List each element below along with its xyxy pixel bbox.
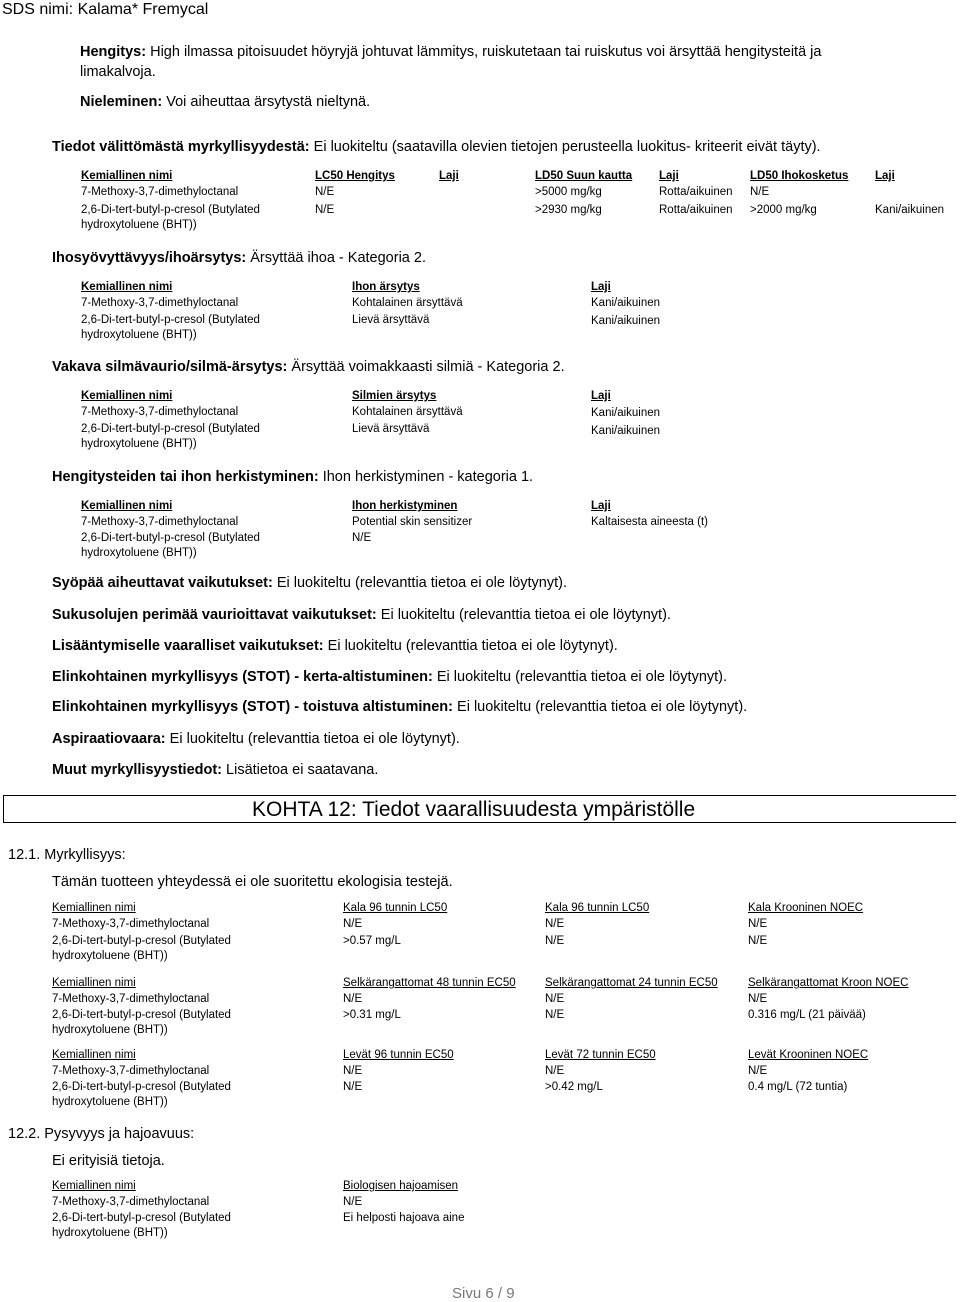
algae-header-name: Kemiallinen nimi [52,1049,136,1061]
effect-line [52,606,671,624]
nieleminen-line [80,93,370,111]
invert-header-c1: Selkärangattomat 48 tunnin EC50 [343,977,516,989]
eye-header-laji: Laji [591,390,611,402]
effect-label: Syöpää aiheuttavat vaikutukset: [52,575,273,591]
hengitys-text: High ilmassa pitoisuudet höyryjä johtuvat lämmitys, ruiskutetaan tai ruiskutus voi ärsyttää hengitysteitä ja [150,44,822,60]
acute-header-name: Kemiallinen nimi [81,170,173,182]
table-cell: Lievä ärsyttävä [352,423,430,435]
table-cell: 7-Methoxy-3,7-dimethyloctanal [52,1065,210,1077]
table-cell: N/E [343,918,363,930]
sens-label: Hengitysteiden tai ihon herkistyminen: [52,469,319,485]
table-cell: Potential skin sensitizer [352,516,473,528]
hengitys-text-cont: limakalvoja. [80,64,156,80]
table-cell: >0.31 mg/L [343,1009,401,1021]
fish-header-c3: Kala Krooninen NOEC [748,902,864,914]
table-cell: N/E [343,1081,363,1093]
page-number: Sivu 6 / 9 [452,1285,515,1302]
fish-header-name: Kemiallinen nimi [52,902,136,914]
table-cell: N/E [545,935,565,947]
table-cell: N/E [315,186,335,198]
table-cell: >2000 mg/kg [750,204,817,216]
sens-header-name: Kemiallinen nimi [81,500,173,512]
effect-label: Aspiraatiovaara: [52,731,166,747]
invert-header-c3: Selkärangattomat Kroon NOEC [748,977,909,989]
effect-label: Elinkohtainen myrkyllisyys (STOT) - toistuva altistuminen: [52,699,453,715]
fish-header-c2: Kala 96 tunnin LC50 [545,902,650,914]
table-cell: 2,6-Di-tert-butyl-p-cresol (Butylated hydroxytoluene (BHT)) [52,935,231,962]
table-cell: N/E [343,1065,363,1077]
subsection-label: 12.1. Myrkyllisyys: [8,847,126,863]
effect-label: Sukusolujen perimää vaurioittavat vaikutukset: [52,607,377,623]
hengitys-line [80,43,821,61]
table-cell: Kaltaisesta aineesta (t) [591,516,708,528]
subsection-text: Tämän tuotteen yhteydessä ei ole suoritettu ekologisia testejä. [52,874,453,890]
acute-toxicity-line [52,138,821,156]
sensitisation-line [52,468,533,486]
table-cell: >0.42 mg/L [545,1081,603,1093]
effect-line [52,761,378,779]
effect-line [52,698,747,716]
effect-line [52,730,460,748]
table-cell: Rotta/aikuinen [659,186,733,198]
table-cell: Kohtalainen ärsyttävä [352,406,463,418]
sens-header-value: Ihon herkistyminen [352,500,458,512]
table-cell: Ei helposti hajoava aine [343,1212,465,1224]
nieleminen-text: Voi aiheuttaa ärsytystä nieltynä. [166,94,371,110]
effect-label: Elinkohtainen myrkyllisyys (STOT) - kerta-altistuminen: [52,669,433,685]
table-cell: N/E [343,1196,363,1208]
sens-text: Ihon herkistyminen - kategoria 1. [322,469,534,485]
table-cell: N/E [545,1009,565,1021]
table-cell: Kani/aikuinen [591,407,661,419]
effect-text: Ei luokiteltu (relevanttia tietoa ei ole löytynyt). [457,699,748,715]
table-cell: >0.57 mg/L [343,935,401,947]
table-cell: N/E [545,1065,565,1077]
skin-header-laji: Laji [591,281,611,293]
eye-line [52,358,565,376]
table-cell: N/E [748,1065,768,1077]
nieleminen-label: Nieleminen: [80,94,163,110]
table-cell: Kani/aikuinen [591,297,661,309]
effect-line [52,668,727,686]
algae-header-c2: Levät 72 tunnin EC50 [545,1049,656,1061]
invert-header-name: Kemiallinen nimi [52,977,136,989]
table-cell: N/E [748,935,768,947]
algae-header-c1: Levät 96 tunnin EC50 [343,1049,454,1061]
table-cell: N/E [545,918,565,930]
table-cell: N/E [545,993,565,1005]
section-title: KOHTA 12: Tiedot vaarallisuudesta ympäristölle [252,798,696,821]
acute-header-laji1: Laji [439,170,459,182]
table-cell: Kani/aikuinen [591,315,661,327]
acute-header-lc50: LC50 Hengitys [315,170,395,182]
table-cell: >5000 mg/kg [535,186,602,198]
table-cell: 2,6-Di-tert-butyl-p-cresol (Butylated hydroxytoluene (BHT)) [81,423,260,450]
table-cell: N/E [748,993,768,1005]
table-cell: 2,6-Di-tert-butyl-p-cresol (Butylated hydroxytoluene (BHT)) [81,204,260,231]
table-cell: N/E [748,918,768,930]
bio-header-name: Kemiallinen nimi [52,1180,136,1192]
bio-header-c1: Biologisen hajoamisen [343,1180,459,1192]
table-cell: 7-Methoxy-3,7-dimethyloctanal [81,516,239,528]
eye-header-value: Silmien ärsytys [352,390,437,402]
effect-line [52,574,567,592]
hengitys-label: Hengitys: [80,44,147,60]
table-cell: 2,6-Di-tert-butyl-p-cresol (Butylated hydroxytoluene (BHT)) [81,314,260,341]
table-cell: 7-Methoxy-3,7-dimethyloctanal [81,186,239,198]
table-cell: 7-Methoxy-3,7-dimethyloctanal [81,406,239,418]
table-cell: Lievä ärsyttävä [352,314,430,326]
subsection-label: 12.2. Pysyvyys ja hajoavuus: [8,1126,195,1142]
acute-header-laji3: Laji [875,170,895,182]
table-cell: 0.316 mg/L (21 päivää) [748,1009,866,1021]
effect-label: Lisääntymiselle vaaralliset vaikutukset: [52,638,324,654]
effect-text: Ei luokiteltu (relevanttia tietoa ei ole löytynyt). [276,575,567,591]
table-cell: N/E [352,532,372,544]
effect-text: Lisätietoa ei saatavana. [226,762,379,778]
effect-text: Ei luokiteltu (relevanttia tietoa ei ole löytynyt). [436,669,728,685]
algae-header-c3: Levät Krooninen NOEC [748,1049,869,1061]
acute-text: Ei luokiteltu (saatavilla olevien tietojen perusteella luokitus- kriteerit eivät täyty). [313,139,821,155]
table-cell: 2,6-Di-tert-butyl-p-cresol (Butylated hydroxytoluene (BHT)) [52,1212,231,1239]
sens-header-laji: Laji [591,500,611,512]
table-cell: 2,6-Di-tert-butyl-p-cresol (Butylated hydroxytoluene (BHT)) [81,532,260,559]
eye-label: Vakava silmävaurio/silmä-ärsytys: [52,359,288,375]
acute-header-laji2: Laji [659,170,679,182]
document-title: SDS nimi: Kalama* Fremycal [2,1,209,18]
table-cell: Rotta/aikuinen [659,204,733,216]
skin-line [52,249,426,267]
table-cell: 0.4 mg/L (72 tuntia) [748,1081,848,1093]
skin-header-name: Kemiallinen nimi [81,281,173,293]
invert-header-c2: Selkärangattomat 24 tunnin EC50 [545,977,718,989]
table-cell: >2930 mg/kg [535,204,602,216]
subsection-text: Ei erityisiä tietoja. [52,1153,165,1169]
effect-label: Muut myrkyllisyystiedot: [52,762,223,778]
effect-line [52,637,618,655]
table-cell: 7-Methoxy-3,7-dimethyloctanal [52,993,210,1005]
acute-header-ld50-oral: LD50 Suun kautta [535,170,633,182]
skin-label: Ihosyövyttävyys/ihoärsytys: [52,250,247,266]
acute-label: Tiedot välittömästä myrkyllisyydestä: [52,139,310,155]
table-cell: N/E [750,186,770,198]
skin-text: Ärsyttää ihoa - Kategoria 2. [250,250,426,266]
effect-text: Ei luokiteltu (relevanttia tietoa ei ole löytynyt). [327,638,618,654]
table-cell: 2,6-Di-tert-butyl-p-cresol (Butylated hydroxytoluene (BHT)) [52,1009,231,1036]
table-cell: Kani/aikuinen [591,425,661,437]
table-cell: Kohtalainen ärsyttävä [352,297,463,309]
table-cell: N/E [343,993,363,1005]
table-cell: 7-Methoxy-3,7-dimethyloctanal [81,297,239,309]
eye-text: Ärsyttää voimakkaasti silmiä - Kategoria 2. [291,359,565,375]
effect-text: Ei luokiteltu (relevanttia tietoa ei ole löytynyt). [380,607,671,623]
table-cell: 7-Methoxy-3,7-dimethyloctanal [52,918,210,930]
table-cell: 2,6-Di-tert-butyl-p-cresol (Butylated hydroxytoluene (BHT)) [52,1081,231,1108]
skin-header-value: Ihon ärsytys [352,281,420,293]
acute-header-ld50-dermal: LD50 Ihokosketus [750,170,849,182]
fish-header-c1: Kala 96 tunnin LC50 [343,902,448,914]
eye-header-name: Kemiallinen nimi [81,390,173,402]
table-cell: Kani/aikuinen [875,204,945,216]
table-cell: N/E [315,204,335,216]
table-cell: 7-Methoxy-3,7-dimethyloctanal [52,1196,210,1208]
effect-text: Ei luokiteltu (relevanttia tietoa ei ole löytynyt). [169,731,460,747]
